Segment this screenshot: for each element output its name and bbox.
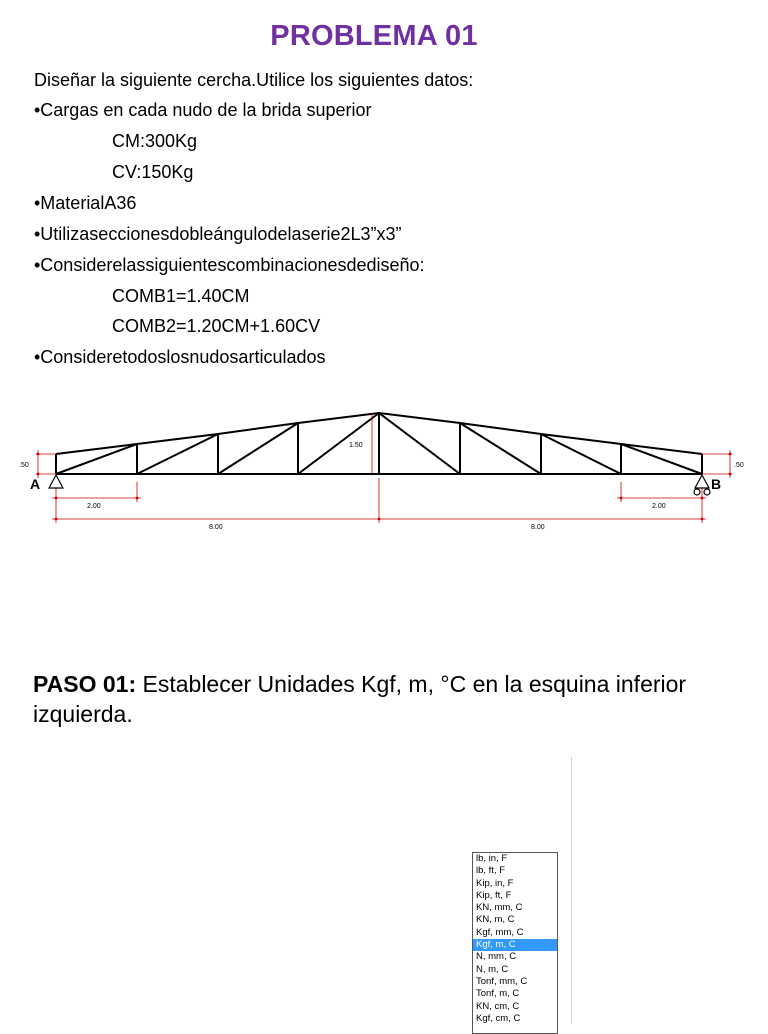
bullet-sections: •Utilizaseccionesdobleángulodelaserie2L3”x3” [34, 224, 402, 244]
left-height-label: .50 [19, 462, 29, 469]
units-option[interactable]: KN, mm, C [476, 902, 523, 914]
divider [571, 757, 572, 1024]
bullet-loads: •Cargas en cada nudo de la brida superior [34, 100, 372, 120]
support-b-label: B [711, 476, 722, 492]
dead-load-value: CM:300Kg [112, 131, 198, 151]
diagonal-member [460, 423, 541, 474]
diagonal-member [218, 423, 298, 474]
page-title: PROBLEMA 01 [270, 20, 478, 52]
combination-1: COMB1=1.40CM [112, 286, 250, 306]
step-instruction [33, 669, 733, 729]
units-option[interactable]: lb, in, F [476, 853, 508, 864]
live-load-value: CV:150Kg [112, 162, 194, 182]
units-option[interactable]: lb, ft, F [476, 865, 506, 877]
units-dropdown-list[interactable] [472, 852, 558, 1034]
right-height-label: .50 [734, 462, 744, 469]
units-option[interactable]: Kgf, m, C [473, 939, 557, 951]
right-panel-label: 2.00 [652, 503, 666, 510]
left-span-label: 8.00 [209, 524, 223, 531]
bullet-combinations: •Considerelassiguientescombinacionesdediseño: [34, 255, 425, 275]
units-option[interactable]: KN, cm, C [476, 1000, 520, 1012]
combination-2: COMB2=1.20CM+1.60CV [112, 316, 321, 336]
units-option[interactable]: Tonf, mm, C [476, 975, 528, 987]
step-text: Establecer Unidades Kgf, m, °C en la esquina inferior izquierda. [33, 671, 687, 727]
center-height-label: 1.50 [349, 442, 363, 449]
units-option[interactable]: N, mm, C [476, 951, 517, 963]
units-option[interactable]: Tonf, m, C [476, 988, 520, 1000]
step-label: PASO 01: [33, 671, 137, 697]
truss-diagram [0, 398, 768, 538]
left-panel-label: 2.00 [87, 503, 101, 510]
intro-text: Diseñar la siguiente cercha.Utilice los siguientes datos: [34, 70, 474, 90]
bullet-material: •MaterialA36 [34, 193, 137, 213]
units-option[interactable]: Kgf, mm, C [476, 926, 524, 938]
units-option[interactable]: Kgf, cm, C [476, 1012, 521, 1024]
right-span-label: 8.00 [531, 524, 545, 531]
support-a-label: A [30, 476, 41, 492]
units-option[interactable]: Kip, in, F [476, 877, 514, 889]
bullet-joints: •Consideretodoslosnudosarticulados [34, 347, 326, 367]
units-option[interactable]: Kip, ft, F [476, 889, 512, 901]
units-option[interactable]: N, m, C [476, 963, 509, 975]
units-option[interactable]: KN, m, C [476, 914, 515, 926]
pin-support-icon [49, 475, 63, 488]
roller-support-icon [695, 475, 709, 488]
